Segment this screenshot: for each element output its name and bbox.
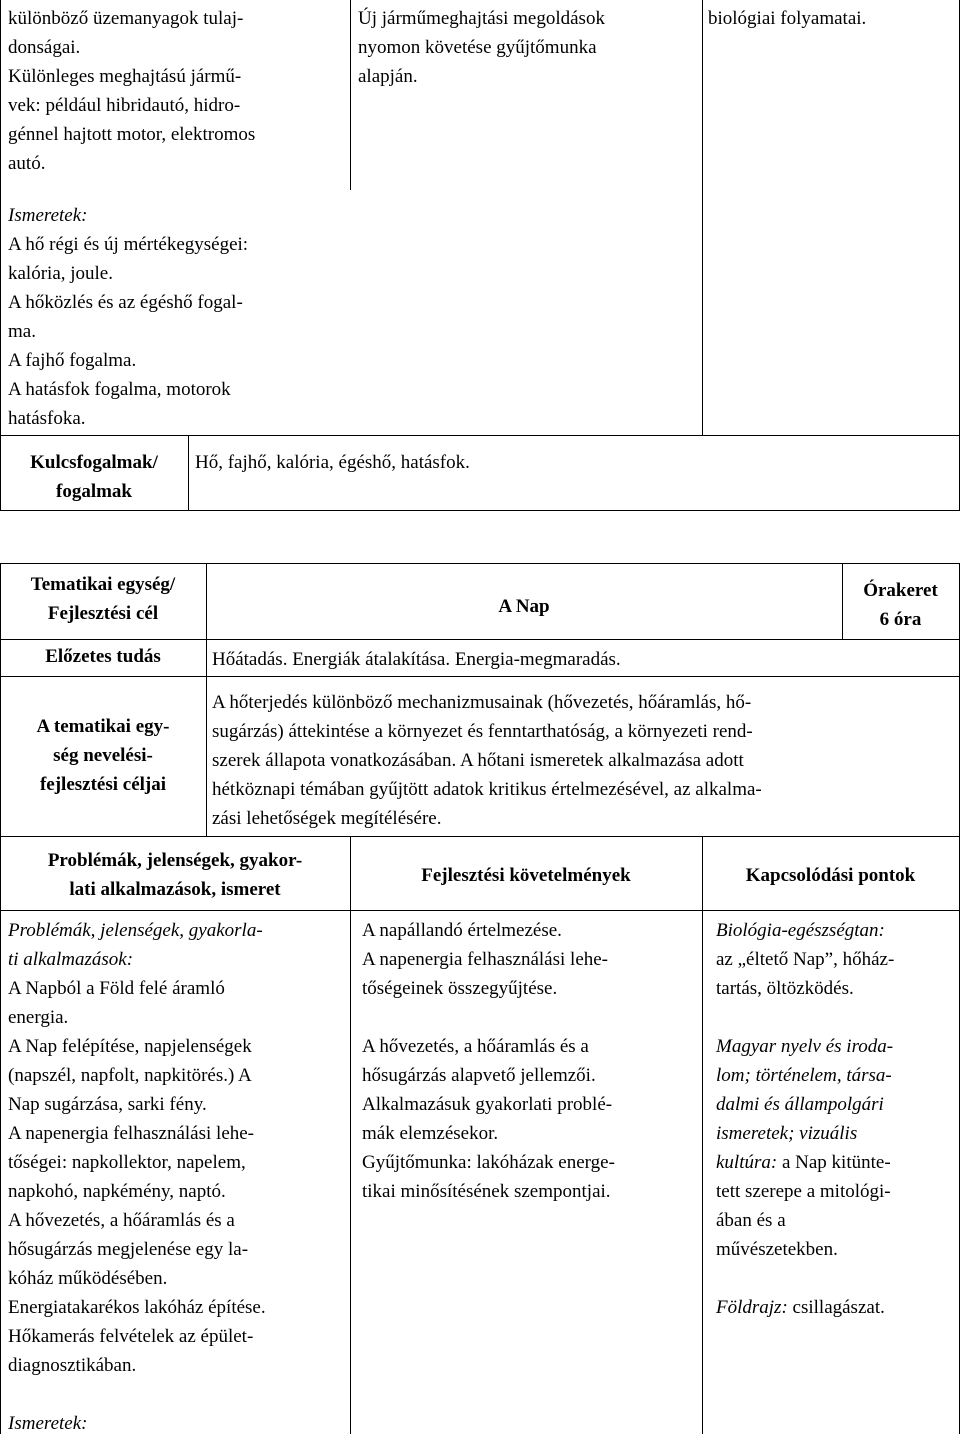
text-line: tett szerepe a mitológi- (716, 1181, 891, 1202)
text-line: Problémák, jelenségek, gyakor- (47, 850, 303, 871)
text-line: A napállandó értelmezése. (362, 920, 562, 941)
text-line: Hőkamerás felvételek az épület- (8, 1326, 254, 1347)
text-line: energia. (8, 1007, 69, 1028)
text-line (716, 1293, 956, 1322)
problemak-content (8, 916, 348, 1438)
top-col2-text (358, 4, 698, 91)
text-line: művészetekben. (716, 1239, 838, 1260)
ismeretek-block (8, 201, 348, 433)
text-line: tőségeinek összegyűjtése. (362, 978, 558, 999)
text-line: A hőközlés és az égéshő fogal- (8, 292, 243, 313)
text-line: A napenergia felhasználási lehe- (8, 1123, 255, 1144)
text-line: ség nevelési- (53, 745, 153, 766)
text-line: hősugárzás alapvető jellemzői. (362, 1065, 596, 1086)
unit-border-col2 (350, 836, 351, 1434)
text-line: A hővezetés, a hőáramlás és a (8, 1210, 235, 1231)
text-line: fejlesztési céljai (39, 774, 167, 795)
text-line: Különleges meghajtású jármű- (8, 66, 242, 87)
table-rule-bottom (0, 510, 960, 511)
text-line: különböző üzemanyagok tulaj- (8, 8, 244, 29)
text-line: autó. (8, 153, 46, 174)
ismeretek-label: Ismeretek: (8, 1413, 88, 1434)
text-line: Energiatakarékos lakóház építése. (8, 1297, 266, 1318)
subject-label: kultúra: (716, 1152, 778, 1173)
text-line: Fejlesztési cél (47, 603, 159, 624)
text-line: sugárzás) áttekintése a környezet és fenntarthatóság, a környezeti rend- (212, 721, 753, 742)
unit-title: A Nap (498, 596, 550, 617)
elozetes-tudas-label: Előzetes tudás (45, 646, 161, 667)
text-line: ában és a (716, 1210, 786, 1231)
kulcsfogalmak-label (0, 448, 188, 506)
text-fragment: a Nap kitünte- (777, 1152, 891, 1173)
text-line: Nap sugárzása, sarki fény. (8, 1094, 207, 1115)
table-rule-kulcs-top (0, 435, 960, 436)
top-col1-text (8, 4, 348, 178)
text-line: tikai minősítésének szempontjai. (362, 1181, 611, 1202)
header-kapcsolodasi-pontok: Kapcsolódási pontok (745, 865, 916, 886)
text-line: lati alkalmazások, ismeret (69, 879, 281, 900)
problemak-intro: ti alkalmazások: (8, 949, 134, 970)
subject-label: Magyar nyelv és iroda- (716, 1036, 894, 1057)
table-border-kulcs (188, 435, 189, 510)
unit-rule-top (0, 563, 960, 564)
header-fejlesztesi-kovetelmenyek: Fejlesztési követelmények (421, 865, 631, 886)
problemak-intro: Problémák, jelenségek, gyakorla- (8, 920, 263, 941)
top-col3-text (708, 4, 953, 33)
subject-label: ismeretek; vizuális (716, 1123, 858, 1144)
text-line: biológiai folyamatai. (708, 8, 867, 29)
text-line: fogalmak (56, 481, 132, 502)
text-line: mák elemzésekor. (362, 1123, 499, 1144)
text-line: génnel hajtott motor, elektromos (8, 124, 256, 145)
tematikai-egyseg-label (0, 570, 206, 628)
header-problemak (0, 846, 350, 904)
text-fragment: csillagászat. (787, 1297, 885, 1318)
text-line: kóház működésében. (8, 1268, 168, 1289)
unit-border-left (0, 563, 1, 1434)
text-line: A hőterjedés különböző mechanizmusainak (hővezetés, hőáramlás, hő- (212, 692, 752, 713)
spacer (362, 1003, 698, 1032)
unit-rule-headers (0, 836, 960, 837)
text-line: szerek állapota vonatkozásában. A hőtani ismeretek alkalmazása adott (212, 750, 744, 771)
text-line: Kulcsfogalmak/ (30, 452, 158, 473)
celok-text (212, 688, 952, 833)
orakeret-label: Órakeret (863, 580, 938, 601)
orakeret-value: 6 óra (879, 609, 922, 630)
unit-rule-content (0, 910, 960, 911)
text-line: zási lehetőségek megítélésére. (212, 808, 442, 829)
text-line: A tematikai egy- (36, 716, 170, 737)
text-line: hősugárzás megjelenése egy la- (8, 1239, 249, 1260)
text-line: hatásfoka. (8, 408, 86, 429)
subject-label: dalmi és állampolgári (716, 1094, 884, 1115)
subject-label: Biológia-egészségtan: (716, 920, 885, 941)
spacer (8, 1380, 348, 1409)
text-line: A hatásfok fogalma, motorok (8, 379, 231, 400)
text-line: Új járműmeghajtási megoldások (358, 8, 605, 29)
text-line: Gyűjtőmunka: lakóházak energe- (362, 1152, 615, 1173)
text-line: A fajhő fogalma. (8, 350, 137, 371)
text-line: A Napból a Föld felé áramló (8, 978, 225, 999)
text-line: diagnosztikában. (8, 1355, 137, 1376)
table-border-col2 (350, 0, 351, 190)
kovetelmenyek-content (362, 916, 698, 1206)
orakeret-cell (842, 576, 959, 634)
text-line: A napenergia felhasználási lehe- (362, 949, 609, 970)
kapcsolodasi-content (716, 916, 956, 1322)
text-line: Alkalmazásuk gyakorlati problé- (362, 1094, 613, 1115)
text-line: tőségei: napkollektor, napelem, (8, 1152, 246, 1173)
text-line (716, 1148, 956, 1177)
text-line: kalória, joule. (8, 263, 113, 284)
text-line: Tematikai egység/ (30, 574, 176, 595)
text-line: donságai. (8, 37, 81, 58)
text-line: A hővezetés, a hőáramlás és a (362, 1036, 589, 1057)
text-line: napkohó, napkémény, naptó. (8, 1181, 226, 1202)
text-line: hétköznapi témában gyűjtött adatok kritikus értelmezésével, az alkalma- (212, 779, 762, 800)
text-line: (napszél, napfolt, napkitörés.) A (8, 1065, 252, 1086)
text-line: vek: például hibridautó, hidro- (8, 95, 241, 116)
elozetes-tudas-value: Hőátadás. Energiák átalakítása. Energia-megmaradás. (212, 649, 621, 670)
text-line: nyomon követése gyűjtőmunka (358, 37, 597, 58)
ismeretek-label: Ismeretek: (8, 205, 88, 226)
text-line: az „éltető Nap”, hőház- (716, 949, 895, 970)
subject-label: lom; történelem, társa- (716, 1065, 892, 1086)
text-line: A Nap felépítése, napjelenségek (8, 1036, 252, 1057)
kulcsfogalmak-value (195, 448, 895, 477)
unit-rule-elozetes (0, 639, 960, 640)
text-line: ma. (8, 321, 36, 342)
spacer (716, 1003, 956, 1032)
text-line: alapján. (358, 66, 418, 87)
table-border-col3 (702, 0, 703, 435)
subject-label: Földrajz: (716, 1297, 788, 1318)
unit-rule-celok (0, 676, 960, 677)
unit-border-col3 (702, 836, 703, 1434)
text-line: A hő régi és új mértékegységei: (8, 234, 249, 255)
table-border-left (0, 0, 1, 510)
text-line: Hő, fajhő, kalória, égéshő, hatásfok. (195, 452, 470, 473)
text-line: tartás, öltözködés. (716, 978, 854, 999)
spacer (716, 1264, 956, 1293)
celok-label (0, 712, 206, 799)
